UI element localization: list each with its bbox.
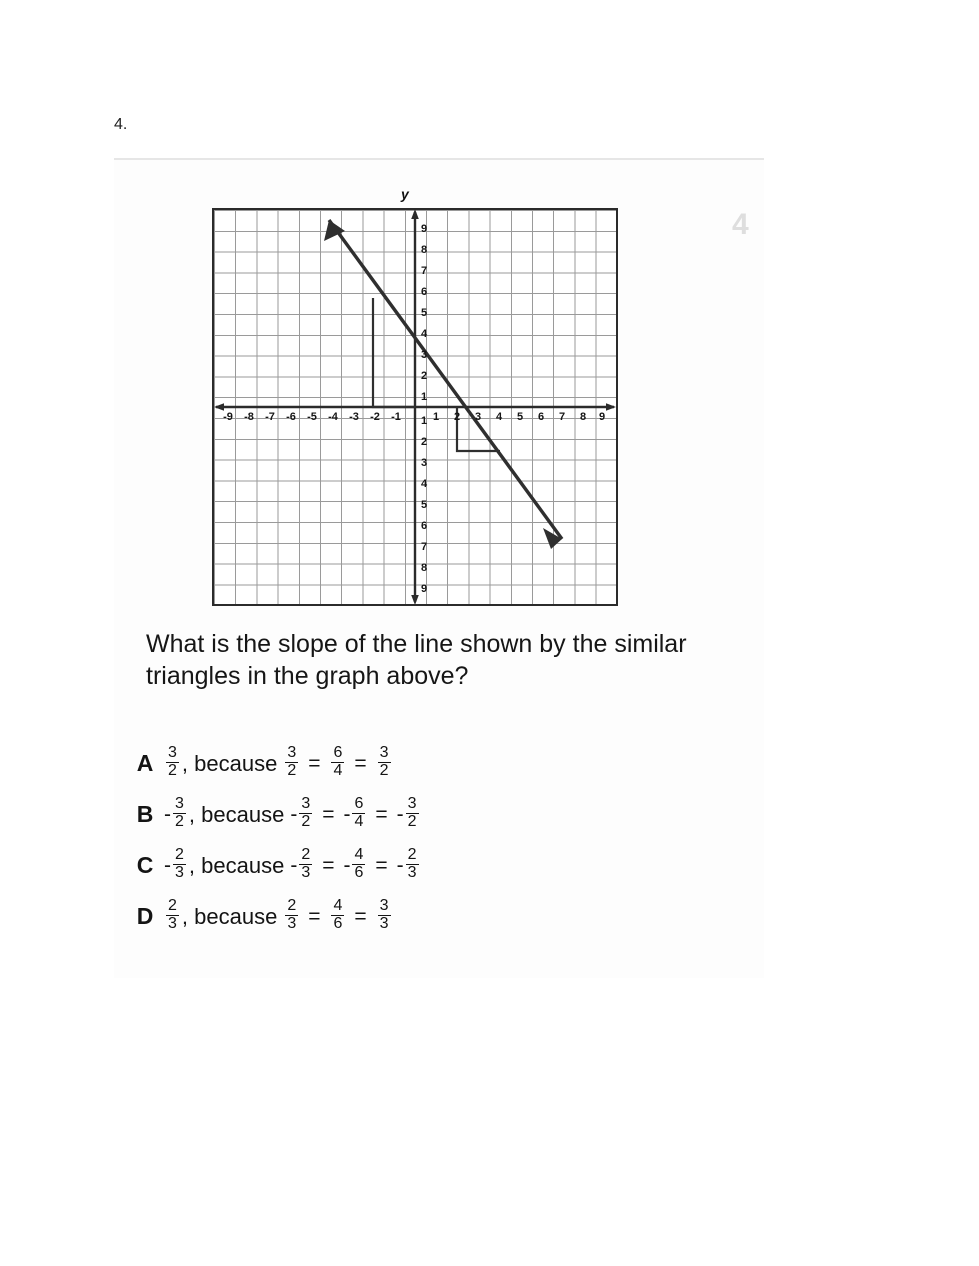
svg-text:4: 4	[420, 328, 428, 340]
fraction-numerator: 4	[333, 897, 343, 915]
choice-value	[164, 899, 180, 934]
choice-letter: D	[136, 903, 154, 929]
fraction-denominator: 3	[407, 864, 417, 881]
answer-choice-c[interactable]	[126, 840, 746, 891]
svg-text:6: 6	[420, 520, 428, 532]
svg-text:9: 9	[420, 583, 428, 595]
choice-letter: B	[136, 801, 154, 827]
term-sign: -	[396, 802, 404, 826]
equals-sign: =	[308, 751, 321, 775]
fraction-numerator: 6	[333, 744, 343, 762]
fraction-numerator: 2	[175, 846, 184, 864]
svg-text:8: 8	[420, 562, 428, 574]
choice-because-text: , because	[188, 852, 285, 878]
fraction-denominator: 6	[333, 915, 343, 932]
term-sign: -	[396, 853, 404, 877]
term-sign: -	[343, 802, 351, 826]
fraction-numerator: 2	[407, 846, 417, 864]
svg-text:3: 3	[474, 411, 482, 423]
fraction	[166, 898, 179, 933]
fraction-denominator: 2	[168, 762, 177, 779]
fraction	[173, 847, 186, 882]
choice-term-3	[376, 746, 392, 781]
answer-choices	[126, 738, 746, 942]
choice-term-1	[290, 848, 313, 883]
answer-choice-b[interactable]	[126, 789, 746, 840]
svg-text:6: 6	[537, 411, 545, 423]
choice-value	[164, 746, 180, 781]
scan-divider	[114, 158, 764, 160]
choice-term-2	[343, 848, 366, 883]
fraction-denominator: 3	[175, 864, 184, 881]
choice-term-1	[290, 797, 313, 832]
svg-text:8: 8	[579, 411, 587, 423]
fraction-numerator: 3	[379, 744, 389, 762]
svg-text:8: 8	[420, 244, 428, 256]
choice-value	[164, 797, 187, 832]
fraction-numerator: 2	[301, 846, 311, 864]
svg-text:-6: -6	[286, 411, 296, 423]
equals-sign: =	[354, 751, 367, 775]
fraction	[378, 898, 391, 933]
fraction	[299, 847, 312, 882]
fraction	[166, 745, 179, 780]
choice-body	[164, 848, 420, 883]
fraction-numerator: 6	[354, 795, 364, 813]
fraction-denominator: 3	[301, 864, 311, 881]
term-sign: -	[290, 853, 298, 877]
fraction	[285, 745, 298, 780]
choice-term-1	[283, 746, 299, 781]
choice-term-3	[397, 797, 420, 832]
answer-choice-d[interactable]	[126, 891, 746, 942]
fraction-numerator: 2	[168, 897, 177, 915]
equals-sign: =	[322, 853, 335, 877]
choice-because-text: , because	[181, 750, 278, 776]
svg-text:2: 2	[453, 411, 461, 423]
equals-sign: =	[322, 802, 335, 826]
fraction-denominator: 2	[379, 762, 389, 779]
svg-text:3: 3	[420, 349, 428, 361]
equals-sign: =	[375, 853, 388, 877]
fraction-denominator: 2	[175, 813, 184, 830]
fraction-denominator: 4	[333, 762, 343, 779]
choice-value-sign: -	[164, 853, 171, 877]
question-text: What is the slope of the line shown by the similar triangles in the graph above?	[146, 630, 687, 690]
choice-body	[164, 746, 392, 781]
svg-text:1: 1	[432, 411, 440, 423]
answer-choice-a[interactable]	[126, 738, 746, 789]
svg-text:5: 5	[420, 499, 428, 511]
term-sign: -	[343, 853, 351, 877]
fraction	[352, 796, 365, 831]
svg-text:-2: -2	[370, 411, 380, 423]
svg-text:-7: -7	[265, 411, 275, 423]
svg-text:-4: -4	[328, 411, 338, 423]
svg-text:-1: -1	[391, 411, 401, 423]
fraction-denominator: 4	[354, 813, 364, 830]
fraction	[331, 898, 344, 933]
svg-text:2: 2	[420, 436, 428, 448]
choice-term-3	[397, 848, 420, 883]
fraction-denominator: 6	[354, 864, 364, 881]
fraction	[406, 847, 419, 882]
svg-text:1: 1	[420, 391, 428, 403]
choice-letter: A	[136, 750, 154, 776]
equals-sign: =	[354, 904, 367, 928]
y-axis-label: y	[401, 186, 409, 202]
svg-text:5: 5	[516, 411, 524, 423]
svg-text:4: 4	[495, 411, 503, 423]
svg-text:7: 7	[558, 411, 566, 423]
fraction	[173, 796, 186, 831]
scan-smudge: 4	[732, 208, 749, 241]
svg-text:-8: -8	[244, 411, 254, 423]
fraction-numerator: 2	[287, 897, 297, 915]
graph-drawing	[212, 208, 618, 606]
choice-value	[164, 848, 187, 883]
choice-body	[164, 797, 420, 832]
fraction-numerator: 3	[379, 897, 389, 915]
fraction-numerator: 3	[168, 744, 177, 762]
choice-term-2	[329, 746, 345, 781]
svg-text:3: 3	[420, 457, 428, 469]
choice-term-2	[343, 797, 366, 832]
fraction-numerator: 3	[407, 795, 417, 813]
choice-term-2	[329, 899, 345, 934]
svg-text:5: 5	[420, 307, 428, 319]
svg-text:6: 6	[420, 286, 428, 298]
fraction-numerator: 3	[175, 795, 184, 813]
fraction	[285, 898, 298, 933]
equals-sign: =	[308, 904, 321, 928]
fraction	[378, 745, 391, 780]
choice-value-sign: -	[164, 802, 171, 826]
fraction	[406, 796, 419, 831]
fraction-denominator: 2	[287, 762, 297, 779]
svg-text:4: 4	[420, 478, 428, 490]
term-sign: -	[290, 802, 298, 826]
coordinate-graph	[212, 186, 749, 626]
svg-text:9: 9	[598, 411, 606, 423]
choice-because-text: , because	[181, 903, 278, 929]
svg-text:2: 2	[420, 370, 428, 382]
svg-text:7: 7	[420, 541, 428, 553]
fraction	[352, 847, 365, 882]
svg-text:-5: -5	[307, 411, 317, 423]
svg-text:7: 7	[420, 265, 428, 277]
fraction-numerator: 3	[301, 795, 311, 813]
svg-text:1: 1	[420, 415, 428, 427]
choice-term-1	[283, 899, 299, 934]
choice-because-text: , because	[188, 801, 285, 827]
fraction	[331, 745, 344, 780]
scanned-question-block	[114, 158, 764, 978]
fraction-numerator: 4	[354, 846, 364, 864]
question-number: 4.	[114, 116, 128, 133]
choice-letter: C	[136, 852, 154, 878]
fraction-denominator: 3	[379, 915, 389, 932]
fraction-denominator: 3	[168, 915, 177, 932]
fraction-denominator: 3	[287, 915, 297, 932]
svg-text:-3: -3	[349, 411, 359, 423]
choice-body	[164, 899, 392, 934]
choice-term-3	[376, 899, 392, 934]
equals-sign: =	[375, 802, 388, 826]
fraction-denominator: 2	[407, 813, 417, 830]
fraction-denominator: 2	[301, 813, 311, 830]
fraction	[299, 796, 312, 831]
svg-text:-9: -9	[223, 411, 233, 423]
fraction-numerator: 3	[287, 744, 297, 762]
svg-text:9: 9	[420, 223, 428, 235]
